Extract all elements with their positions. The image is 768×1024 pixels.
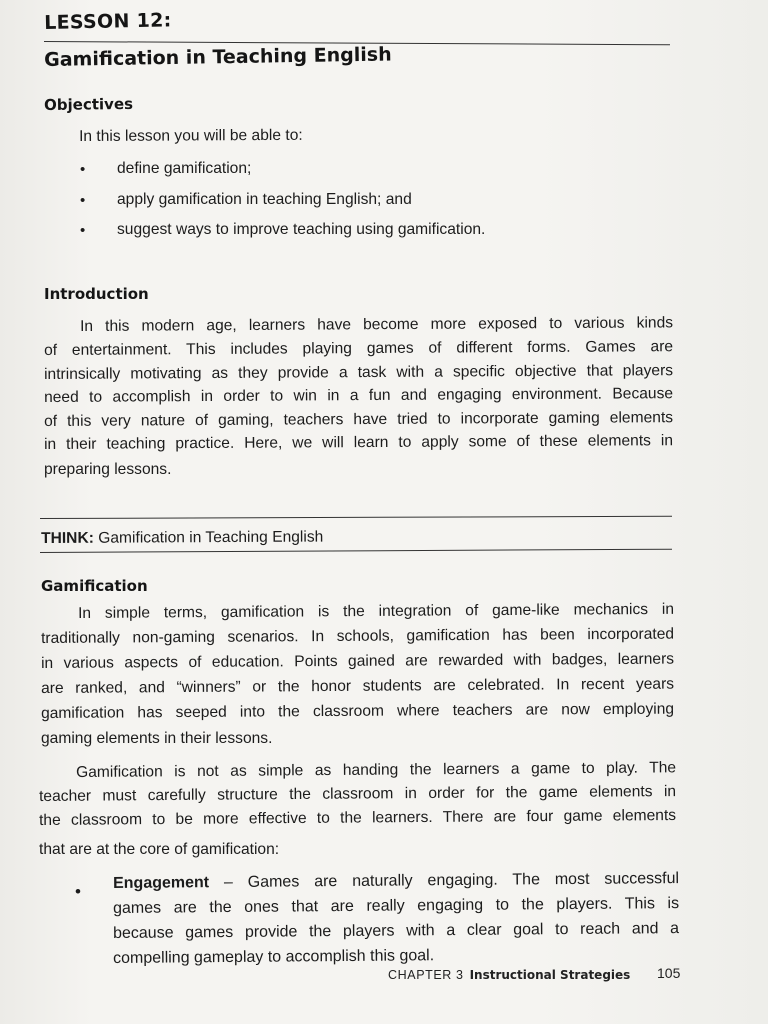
gamification-line: Gamification is not as simple as handing the learners a game to play. The: [76, 759, 677, 781]
engagement-line: games are the ones that are really engaging to the players. This is: [113, 895, 680, 917]
gamification-line: traditionally non-gaming scenarios. In schools, gamification has been incorporated: [41, 625, 675, 647]
think-title: Gamification in Teaching English: [98, 528, 324, 547]
chapter-label: CHAPTER 3: [388, 968, 464, 982]
bullet-marker: •: [80, 161, 86, 178]
gamification-line: gamification has seeped into the classroom where teachers are now employing: [41, 700, 675, 722]
intro-line: In this modern age, learners have become more exposed to various kinds: [80, 314, 674, 335]
gamification-line: the classroom to be more effective to the learners. There are four game elements: [39, 806, 677, 829]
engagement-term: Engagement: [113, 874, 210, 892]
objectives-heading: Objectives: [44, 94, 134, 114]
gamification-line: gaming elements in their lessons.: [41, 730, 273, 747]
intro-line: need to accomplish in order to win in a fun and engaging environment. Because: [44, 385, 674, 406]
objective-item: suggest ways to improve teaching using gamification.: [117, 221, 486, 238]
intro-line: preparing lessons.: [44, 461, 172, 478]
engagement-line: compelling gameplay to accomplish this goal.: [113, 947, 435, 967]
think-header: [41, 529, 323, 548]
lesson-number: LESSON 12:: [44, 9, 172, 34]
gamification-line: In simple terms, gamification is the integration of game-like mechanics in: [78, 600, 675, 622]
gamification-line: teacher must carefully structure the classroom in order for the game elements in: [39, 782, 677, 805]
intro-line: in their teaching practice. Here, we will learn to apply some of these elements in: [44, 432, 674, 453]
gamification-line: are ranked, and “winners” or the honor students are celebrated. In recent years: [41, 675, 675, 697]
bullet-marker: •: [80, 222, 86, 239]
engagement-line: because games provide the players with a clear goal to reach and a: [113, 920, 680, 942]
page-number: 105: [657, 965, 681, 981]
bullet-marker: •: [80, 192, 86, 209]
chapter-title: Instructional Strategies: [469, 968, 631, 982]
lesson-title: Gamification in Teaching English: [44, 43, 392, 71]
gamification-line: that are at the core of gamification:: [39, 841, 280, 858]
objectives-intro: In this lesson you will be able to:: [79, 126, 303, 145]
objective-item: define gamification;: [117, 160, 252, 177]
think-label: THINK:: [41, 529, 94, 547]
think-bottom-rule: [40, 549, 672, 553]
gamification-heading: Gamification: [41, 577, 148, 595]
bullet-marker: •: [75, 882, 81, 901]
objective-item: apply gamification in teaching English; and: [117, 191, 412, 208]
gamification-line: in various aspects of education. Points gained are rewarded with badges, learners: [41, 650, 675, 672]
engagement-definition-start: – Games are naturally engaging. The most successful: [209, 870, 680, 892]
intro-line: of this very nature of gaming, teachers have tried to incorporate gaming elements: [44, 409, 674, 430]
footer-chapter: [388, 968, 630, 982]
intro-line: of entertainment. This includes playing games of different forms. Games are: [44, 338, 674, 359]
introduction-heading: Introduction: [44, 285, 149, 303]
think-top-rule: [40, 516, 672, 519]
engagement-line: [113, 870, 679, 893]
intro-line: intrinsically motivating as they provide a task with a specific objective that players: [44, 362, 674, 383]
